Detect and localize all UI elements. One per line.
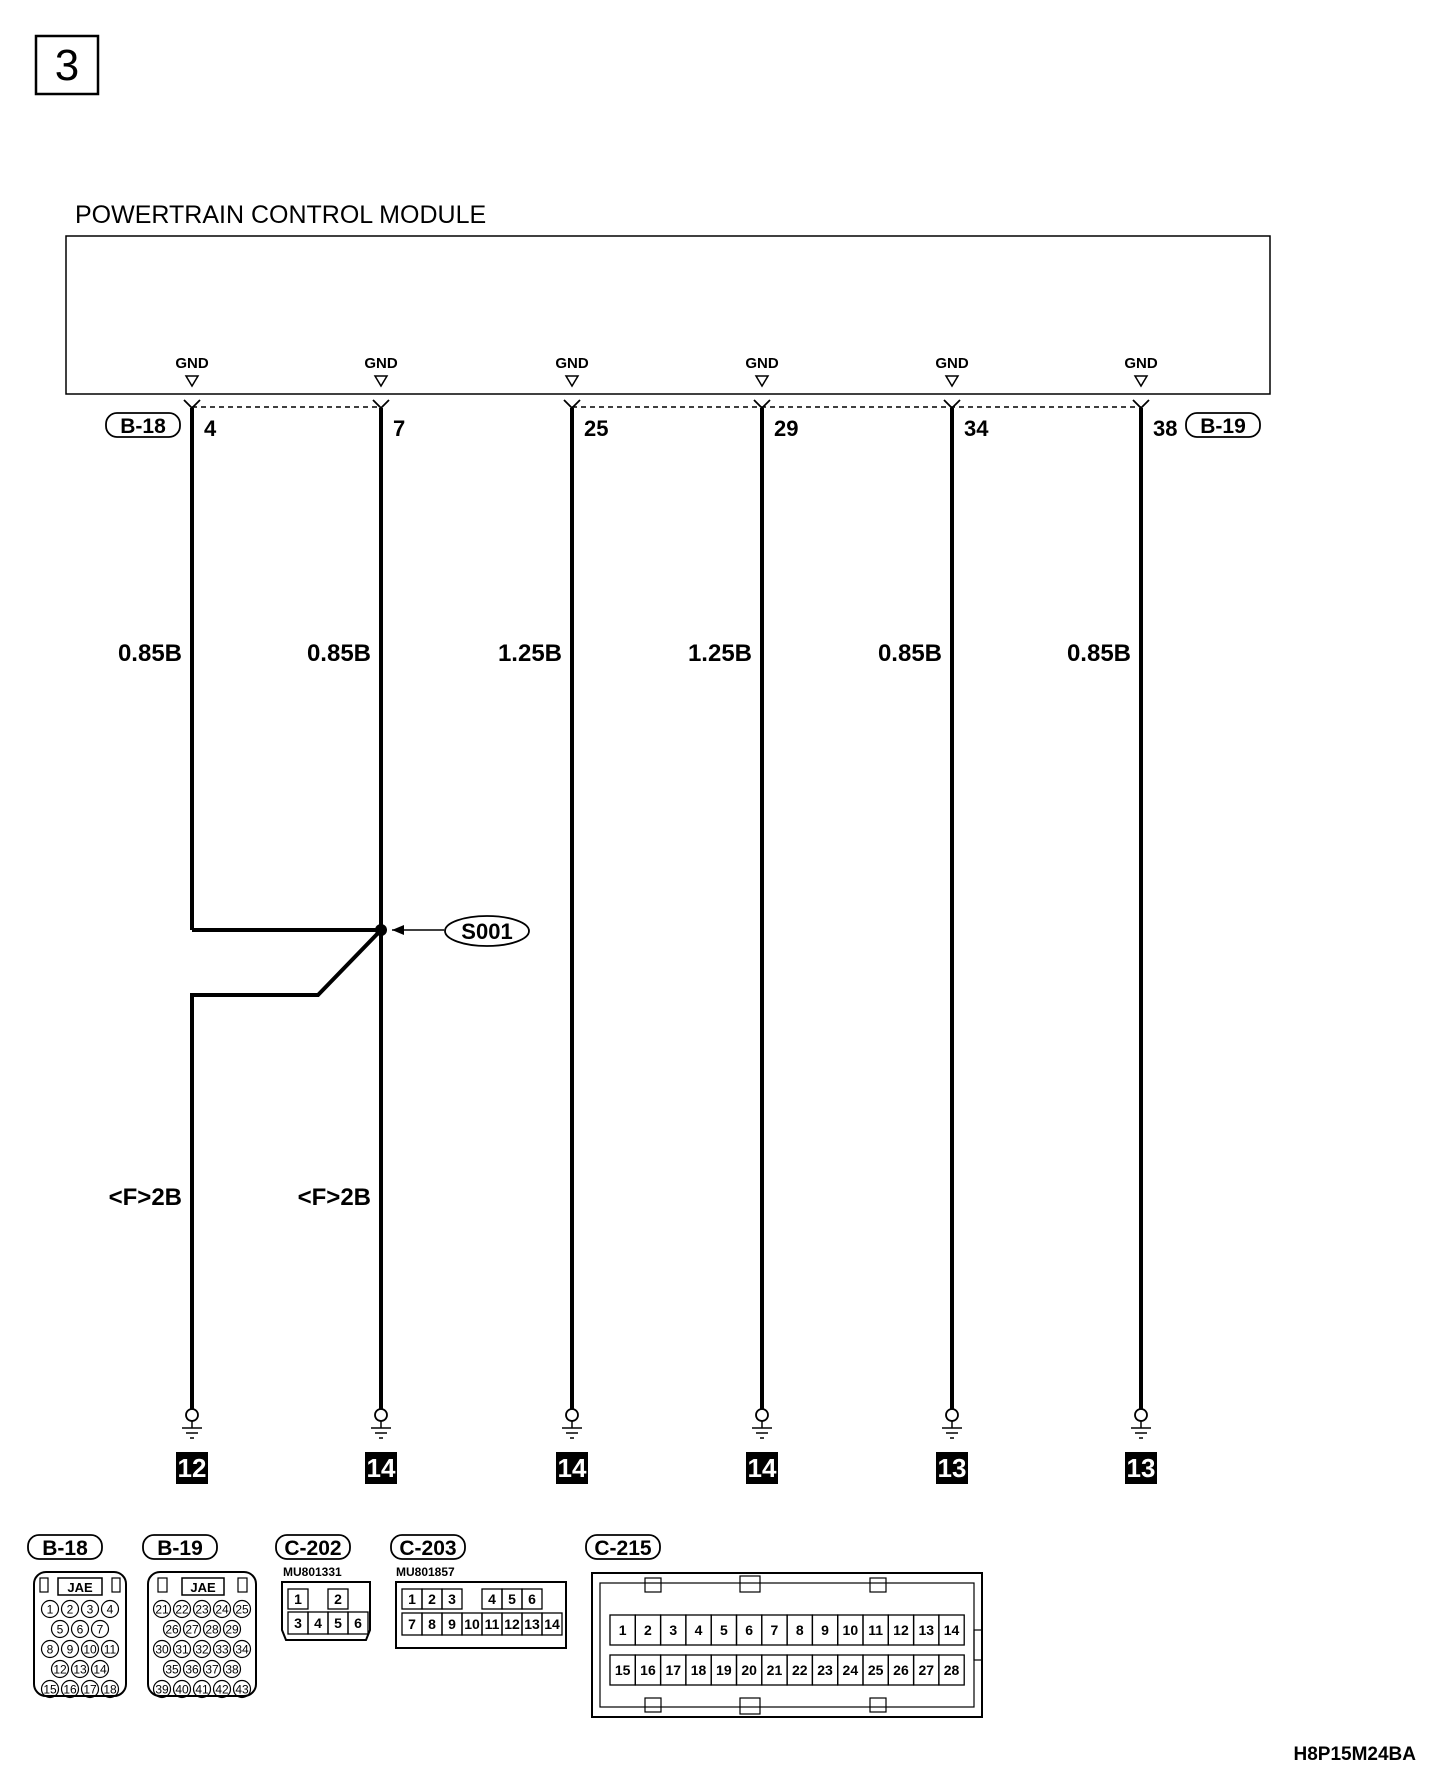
- connector-pin-number: 12: [893, 1622, 909, 1638]
- connector-pin-number: 40: [175, 1682, 189, 1697]
- connector-pin-number: 7: [770, 1622, 779, 1638]
- pin-number: 38: [1153, 416, 1178, 441]
- splice-label: S001: [461, 919, 513, 944]
- connector-view-c203-part: MU801857: [396, 1565, 455, 1579]
- connector-pin-number: 5: [508, 1591, 516, 1607]
- connector-pin-number: 13: [73, 1662, 87, 1677]
- connector-pin-number: 14: [943, 1622, 960, 1638]
- connector-pin-number: 12: [53, 1662, 67, 1677]
- ground-terminal-icon: [756, 1409, 768, 1421]
- connector-pin-number: 26: [893, 1662, 909, 1678]
- wire-column: [109, 355, 217, 1484]
- connector-pin-number: 6: [745, 1622, 754, 1638]
- connector-pin-number: 18: [103, 1682, 117, 1697]
- connector-pin-number: 1: [408, 1591, 416, 1607]
- splice-branch-lower: [192, 930, 381, 1380]
- wire-gauge-label: 1.25B: [687, 640, 752, 667]
- connector-pin-number: 36: [185, 1662, 199, 1677]
- connector-view-c202: [276, 1535, 370, 1640]
- connector-pin-number: 37: [205, 1662, 219, 1677]
- connector-pin-number: 8: [46, 1642, 54, 1657]
- terminal-arrow-icon: [756, 376, 768, 386]
- connector-pin-number: 4: [694, 1622, 703, 1638]
- connector-pin-number: 24: [215, 1602, 229, 1617]
- connector-pin-number: 25: [867, 1662, 884, 1678]
- connector-pin-number: 16: [63, 1682, 77, 1697]
- connector-pin-number: 1: [46, 1602, 54, 1617]
- connector-pin-number: 26: [165, 1622, 179, 1637]
- connector-tag-b18: [106, 413, 180, 438]
- terminal-arrow-icon: [375, 376, 387, 386]
- connector-pin-number: 5: [719, 1622, 728, 1638]
- ground-icon: [182, 1428, 202, 1438]
- wire-gauge-label: 0.85B: [306, 640, 371, 667]
- connector-pin-number: 2: [644, 1622, 652, 1638]
- connector-pin-number: 39: [155, 1682, 169, 1697]
- connector-pin-number: 9: [821, 1622, 829, 1638]
- connector-view-c202-part: MU801331: [283, 1565, 342, 1579]
- splice-node: [375, 924, 387, 936]
- ground-terminal-icon: [375, 1409, 387, 1421]
- pin-fork-icon: [564, 400, 580, 408]
- pin-fork-icon: [944, 400, 960, 408]
- pin-number: 7: [393, 416, 406, 441]
- connector-pin-number: 13: [918, 1622, 935, 1638]
- connector-pin-number: 19: [716, 1662, 732, 1678]
- ground-terminal-icon: [1135, 1409, 1147, 1421]
- ground-terminal-icon: [946, 1409, 958, 1421]
- terminal-arrow-icon: [946, 376, 958, 386]
- connector-pin-number: 38: [225, 1662, 239, 1677]
- connector-view-c203: [391, 1535, 566, 1648]
- connector-pin-number: 31: [175, 1642, 189, 1657]
- connector-pin-number: 4: [314, 1615, 322, 1631]
- connector-pin-number: 17: [83, 1682, 97, 1697]
- page-number: 3: [54, 41, 80, 90]
- connector-pin-number: 27: [918, 1662, 935, 1678]
- connector-pin-number: 32: [195, 1642, 209, 1657]
- connector-pin-number: 35: [165, 1662, 179, 1677]
- connector-tag-b18-label: B-18: [120, 415, 166, 438]
- connector-pin-number: 5: [334, 1615, 342, 1631]
- connector-pin-number: 3: [669, 1622, 678, 1638]
- connector-view-b18-maker: JAE: [67, 1580, 93, 1595]
- gnd-terminal-label: GND: [175, 355, 209, 372]
- connector-pin-number: 12: [504, 1616, 520, 1632]
- connector-pin-number: 8: [795, 1622, 804, 1638]
- connector-tag-b19-label: B-19: [1200, 415, 1246, 438]
- connector-pin-number: 21: [766, 1662, 783, 1678]
- connector-pin-number: 9: [66, 1642, 74, 1657]
- connector-pin-number: 24: [842, 1662, 859, 1678]
- wire-columns: [109, 355, 1178, 1484]
- ground-icon: [752, 1428, 772, 1438]
- wire-gauge-label: 1.25B: [497, 640, 562, 667]
- connector-pin-number: 29: [225, 1622, 239, 1637]
- ground-terminal-icon: [186, 1409, 198, 1421]
- ground-icon: [942, 1428, 962, 1438]
- wire-column: [1067, 355, 1178, 1484]
- ground-icon: [371, 1428, 391, 1438]
- connector-pin-number: 20: [741, 1662, 757, 1678]
- pin-number: 25: [584, 416, 609, 441]
- connector-pin-number: 15: [614, 1662, 631, 1678]
- wire-gauge-label: 0.85B: [117, 640, 182, 667]
- connector-pin-number: 7: [96, 1622, 104, 1637]
- connector-pin-number: 1: [294, 1591, 302, 1607]
- connector-pin-number: 13: [524, 1616, 540, 1632]
- connector-pin-number: 4: [488, 1591, 496, 1607]
- connector-view-c215-label: C-215: [594, 1537, 652, 1560]
- gnd-terminal-label: GND: [745, 355, 779, 372]
- connector-view-b19-maker: JAE: [190, 1580, 216, 1595]
- pin-fork-icon: [184, 400, 200, 408]
- connector-pin-number: 41: [195, 1682, 209, 1697]
- connector-pin-number: 6: [354, 1615, 362, 1631]
- ground-icon: [1131, 1428, 1151, 1438]
- figure-code: H8P15M24BA: [1293, 1744, 1416, 1765]
- gnd-terminal-label: GND: [1124, 355, 1158, 372]
- connector-pin-number: 3: [448, 1591, 456, 1607]
- connector-pin-number: 14: [93, 1662, 107, 1677]
- connector-pin-number: 9: [448, 1616, 456, 1632]
- ground-point-id: 14: [747, 1453, 777, 1483]
- connector-pin-number: 7: [408, 1616, 416, 1632]
- connector-pin-number: 30: [155, 1642, 169, 1657]
- connector-pin-number: 6: [528, 1591, 536, 1607]
- connector-view-c202-label: C-202: [284, 1537, 342, 1560]
- connector-pin-number: 22: [175, 1602, 189, 1617]
- connector-pin-number: 6: [76, 1622, 84, 1637]
- splice-pointer-arrow: [392, 925, 404, 935]
- wire-column: [688, 355, 799, 1484]
- connector-pin-number: 18: [690, 1662, 707, 1678]
- terminal-arrow-icon: [1135, 376, 1147, 386]
- wire-gauge-label: 0.85B: [877, 640, 942, 667]
- connector-pin-number: 10: [842, 1622, 859, 1638]
- connector-pin-number: 11: [868, 1622, 884, 1638]
- connector-pin-number: 11: [103, 1642, 117, 1657]
- connector-pin-number: 21: [155, 1602, 169, 1617]
- connector-view-b18: [28, 1535, 126, 1698]
- ground-point-id: 14: [557, 1453, 587, 1483]
- wire-column: [878, 355, 989, 1484]
- terminal-arrow-icon: [186, 376, 198, 386]
- connector-pin-number: 4: [106, 1602, 114, 1617]
- connector-pin-number: 5: [56, 1622, 64, 1637]
- wire-column: [298, 355, 406, 1484]
- pin-number: 34: [964, 416, 989, 441]
- connector-pin-number: 2: [334, 1591, 342, 1607]
- gnd-terminal-label: GND: [364, 355, 398, 372]
- wire-gauge-label: 0.85B: [1066, 640, 1131, 667]
- ground-terminal-icon: [566, 1409, 578, 1421]
- wire-gauge-lower-label: <F>2B: [297, 1184, 371, 1211]
- connector-pin-number: 2: [66, 1602, 74, 1617]
- connector-pin-number: 33: [215, 1642, 229, 1657]
- terminal-arrow-icon: [566, 376, 578, 386]
- gnd-terminal-label: GND: [935, 355, 969, 372]
- connector-pin-number: 11: [484, 1616, 500, 1632]
- connector-pin-number: 25: [235, 1602, 249, 1617]
- connector-pin-number: 22: [791, 1662, 808, 1678]
- wire-gauge-lower-label: <F>2B: [108, 1184, 182, 1211]
- module-title: POWERTRAIN CONTROL MODULE: [75, 201, 487, 229]
- connector-pin-number: 27: [185, 1622, 199, 1637]
- connector-pin-number: 28: [205, 1622, 219, 1637]
- connector-pin-number: 3: [294, 1615, 302, 1631]
- connector-view-b19-label: B-19: [157, 1537, 203, 1560]
- connector-view-b19: [143, 1535, 256, 1698]
- ground-icon: [562, 1428, 582, 1438]
- connector-pin-number: 34: [235, 1642, 249, 1657]
- connector-pin-number: 8: [428, 1616, 436, 1632]
- connector-pin-number: 2: [428, 1591, 436, 1607]
- connector-pin-number: 23: [817, 1662, 833, 1678]
- connector-pin-number: 10: [464, 1616, 480, 1632]
- connector-pin-number: 28: [943, 1662, 960, 1678]
- connector-pin-number: 17: [665, 1662, 682, 1678]
- pin-number: 29: [774, 416, 799, 441]
- connector-pin-number: 23: [195, 1602, 209, 1617]
- connector-pin-number: 1: [618, 1622, 627, 1638]
- connector-tag-b19: [1186, 413, 1260, 438]
- ground-point-id: 14: [366, 1453, 396, 1483]
- connector-pin-number: 3: [86, 1602, 94, 1617]
- pin-number: 4: [204, 416, 217, 441]
- connector-pin-number: 10: [83, 1642, 97, 1657]
- connector-view-b18-label: B-18: [42, 1537, 88, 1560]
- connector-view-c215: [586, 1535, 982, 1717]
- connector-pin-number: 42: [215, 1682, 229, 1697]
- gnd-terminal-label: GND: [555, 355, 589, 372]
- connector-pin-number: 14: [544, 1616, 560, 1632]
- ground-point-id: 13: [1126, 1453, 1156, 1483]
- connector-view-c203-label: C-203: [399, 1537, 457, 1560]
- ground-point-id: 12: [177, 1453, 207, 1483]
- pin-fork-icon: [1133, 400, 1149, 408]
- connector-pin-number: 16: [640, 1662, 656, 1678]
- ground-point-id: 13: [937, 1453, 967, 1483]
- module-box: [66, 236, 1270, 394]
- connector-pin-number: 43: [235, 1682, 249, 1697]
- connector-pin-number: 15: [43, 1682, 57, 1697]
